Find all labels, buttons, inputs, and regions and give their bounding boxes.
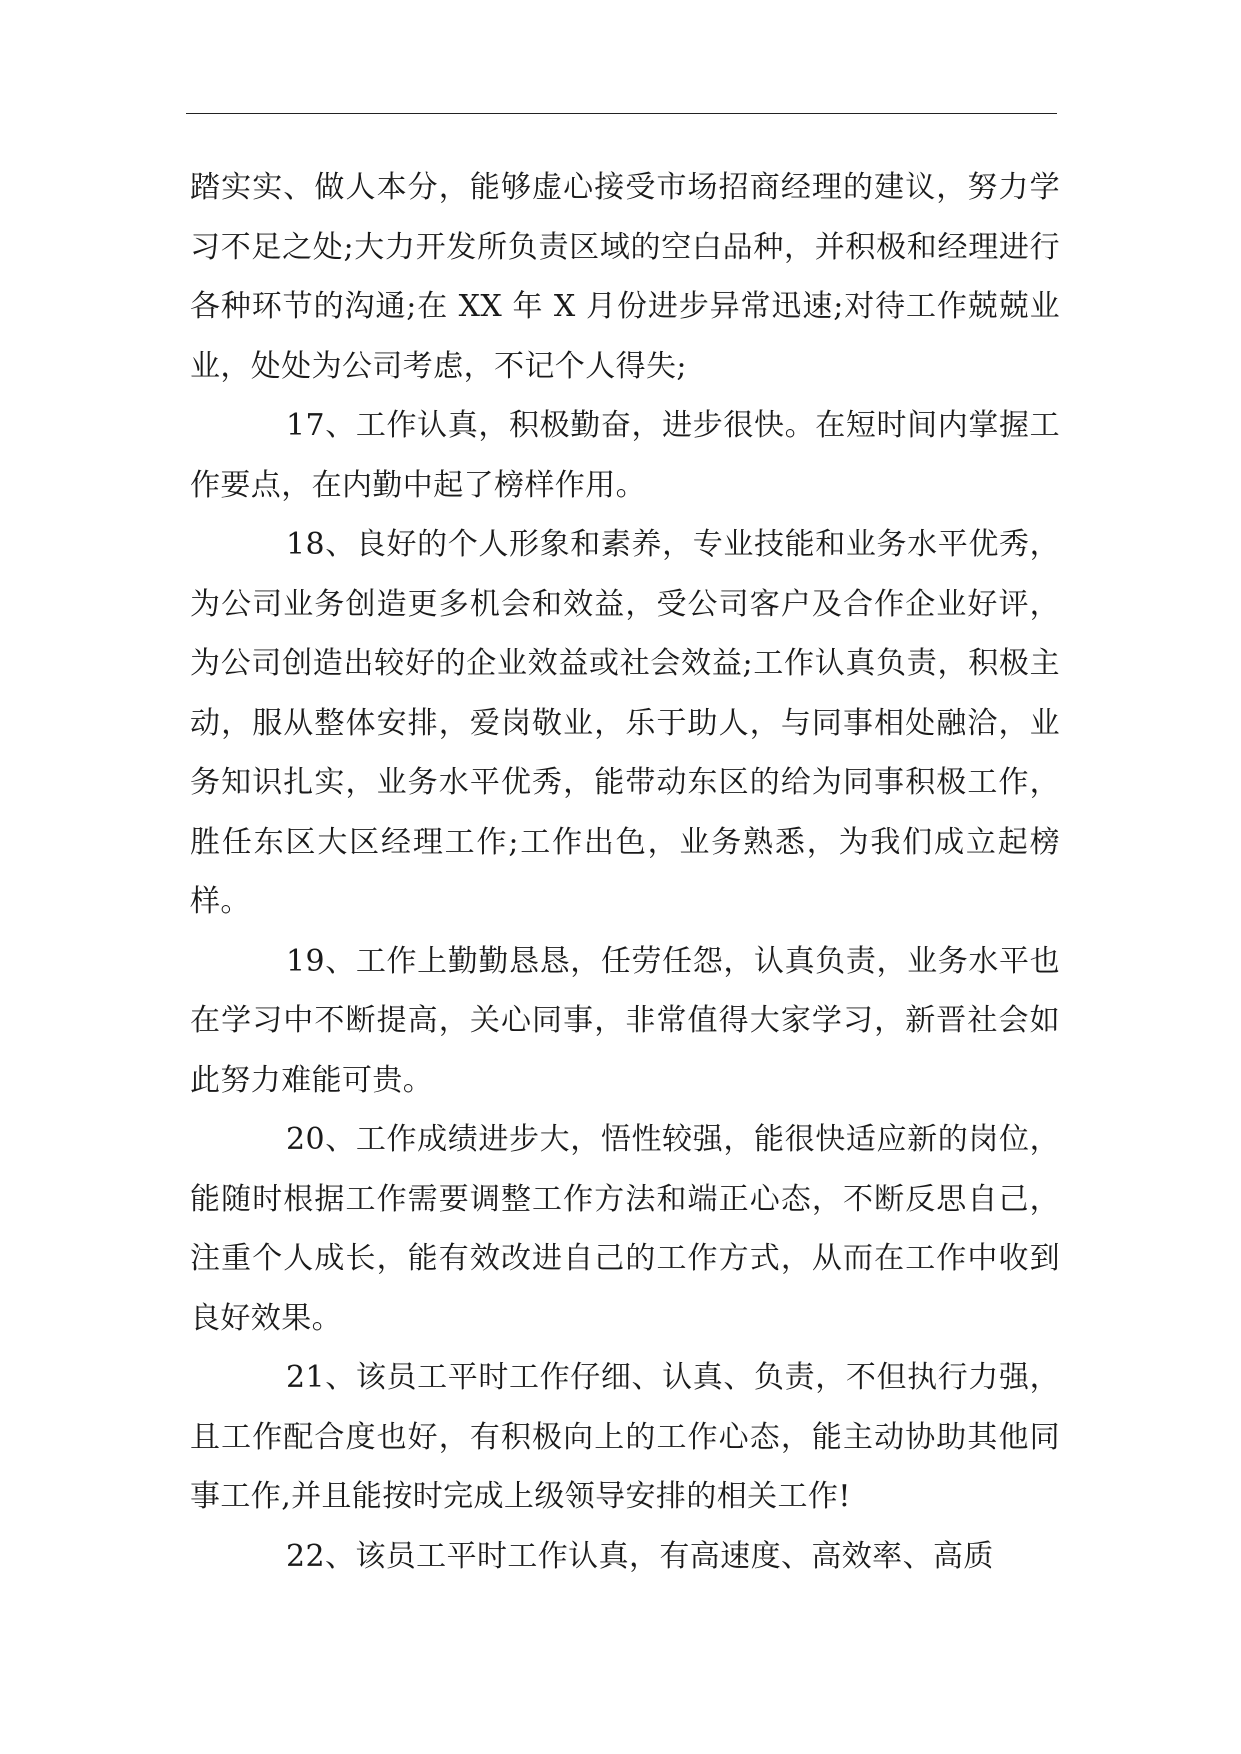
paragraph-continuation: 踏实实、做人本分，能够虚心接受市场招商经理的建议，努力学习不足之处;大力开发所负责区域的空白品种，并积极和经理进行各种环节的沟通;在 XX 年 X 月份进步异常迅速;对待工作兢兢业业，处处为公司考虑，不记个人得失;	[190, 170, 1060, 384]
paragraph-item-21: 21、该员工平时工作仔细、认真、负责，不但执行力强，且工作配合度也好，有积极向上的工作心态，能主动协助其他同事工作,并且能按时完成上级领导安排的相关工作!	[190, 1360, 1060, 1514]
paragraph-item-22: 22、该员工平时工作认真，有高速度、高效率、高质	[286, 1538, 994, 1574]
paragraph-item-18: 18、良好的个人形象和素养，专业技能和业务水平优秀，为公司业务创造更多机会和效益，受公司客户及合作企业好评，为公司创造出较好的企业效益或社会效益;工作认真负责，积极主动，服从整体安排，爱岗敬业，乐于助人，与同事相处融洽，业务知识扎实，业务水平优秀，能带动东区的给为同事积极工作，胜任东区大区经理工作;工作出色，业务熟悉，为我们成立起榜样。	[190, 527, 1060, 919]
paragraph-item-20: 20、工作成绩进步大，悟性较强，能很快适应新的岗位，能随时根据工作需要调整工作方法和端正心态，不断反思自己，注重个人成长，能有效改进自己的工作方式，从而在工作中收到良好效果。	[190, 1122, 1060, 1336]
document-body	[190, 158, 1060, 1586]
header-rule	[186, 113, 1057, 114]
paragraph-item-19: 19、工作上勤勤恳恳，任劳任怨，认真负责，业务水平也在学习中不断提高，关心同事，非常值得大家学习，新晋社会如此努力难能可贵。	[190, 943, 1060, 1098]
paragraph-item-17: 17、工作认真，积极勤奋，进步很快。在短时间内掌握工作要点，在内勤中起了榜样作用。	[190, 408, 1060, 503]
